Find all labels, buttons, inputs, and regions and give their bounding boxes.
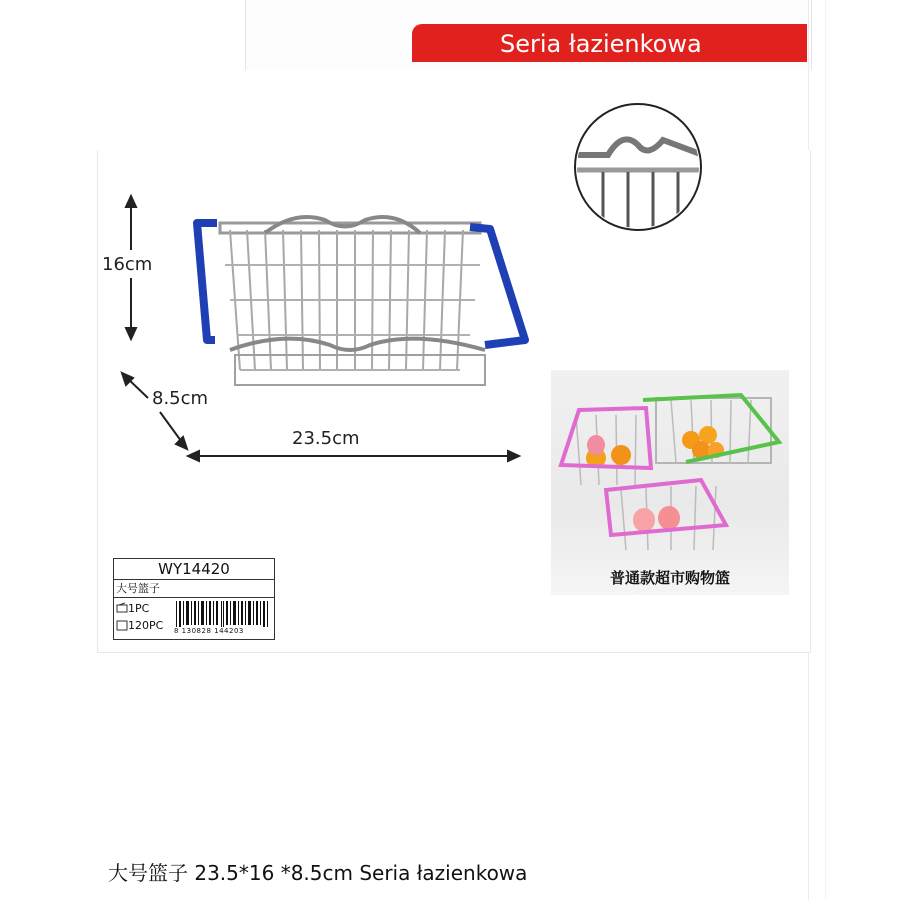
height-label: 16cm [102,254,153,275]
depth-label: 8.5cm [152,388,209,409]
width-label: 23.5cm [292,428,360,449]
example-photo [551,370,789,595]
footer-caption: 大号篮子 23.5*16 *8.5cm Seria łazienkowa [108,861,528,885]
handle-detail-image [573,100,703,235]
basket-icon [116,602,128,614]
photo-caption: 普通款超市购物篮 [609,569,730,587]
colored-baskets-image [551,370,789,595]
carton-quantity: 120PC [128,619,164,632]
product-label [113,558,275,640]
product-name: 大号篮子 [114,580,274,598]
box-icon [116,619,128,631]
basket-product-image [185,205,535,395]
barcode [176,601,271,629]
model-number: WY14420 [114,559,274,580]
banner-title: Seria łazienkowa [500,30,702,58]
barcode-number: 8 130828 144203 [174,627,244,635]
inner-quantity: 1PC [128,602,150,615]
